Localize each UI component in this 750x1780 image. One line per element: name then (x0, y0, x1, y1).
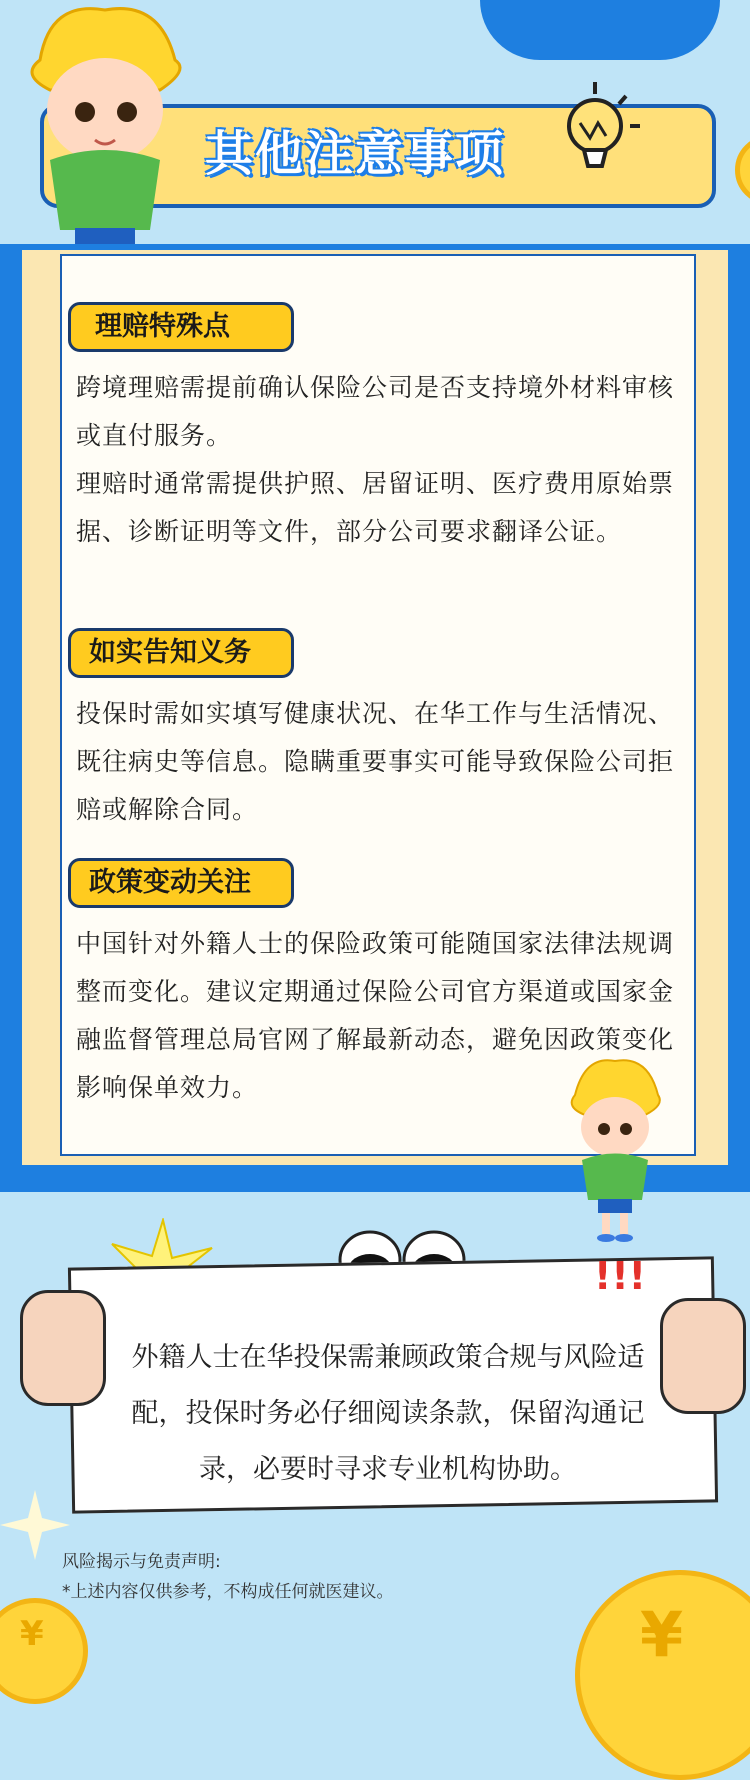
summary-text: 外籍人士在华投保需兼顾政策合规与风险适配，投保时务必仔细阅读条款，保留沟通记录，必要时寻求专业机构协助。 (131, 1342, 645, 1485)
coin-icon-left (0, 1598, 88, 1704)
sparkle-icon (0, 1490, 70, 1560)
lightbulb-icon (540, 78, 650, 188)
coin-symbol-right: ¥ (640, 1598, 684, 1671)
section-claims-paragraph-2: 理赔时通常需提供护照、居留证明、医疗费用原始票据、诊断证明等文件，部分公司要求翻译公证。 (76, 469, 675, 546)
corner-decoration (480, 0, 720, 60)
section-tag-claims: 理赔特殊点 (68, 302, 294, 352)
section-tag-policy: 政策变动关注 (68, 858, 294, 908)
section-disclosure-paragraph: 投保时需如实填写健康状况、在华工作与生活情况、既往病史等信息。隐瞒重要事实可能导致保险公司拒赔或解除合同。 (76, 699, 675, 824)
disclaimer-heading: 风险揭示与免责声明: (62, 1552, 221, 1572)
exclamation-marks: !!! (594, 1254, 646, 1298)
section-claims-paragraph-1: 跨境理赔需提前确认保险公司是否支持境外材料审核或直付服务。 (76, 373, 675, 450)
right-hand (660, 1298, 746, 1414)
disclaimer-text: *上述内容仅供参考，不构成任何就医建议。 (62, 1582, 394, 1602)
coin-symbol-left: ¥ (20, 1614, 44, 1654)
left-hand (20, 1290, 106, 1406)
section-policy-paragraph: 中国针对外籍人士的保险政策可能随国家法律法规调整而变化。建议定期通过保险公司官方渠道或国家金融监督管理总局官网了解最新动态，避免因政策变化影响保单效力。 (76, 929, 675, 1102)
mascot-character-small (560, 1055, 670, 1245)
section-tag-disclosure: 如实告知义务 (68, 628, 294, 678)
page-title: 其他注意事项 (205, 126, 506, 182)
coin-decoration-right-top (735, 135, 750, 205)
